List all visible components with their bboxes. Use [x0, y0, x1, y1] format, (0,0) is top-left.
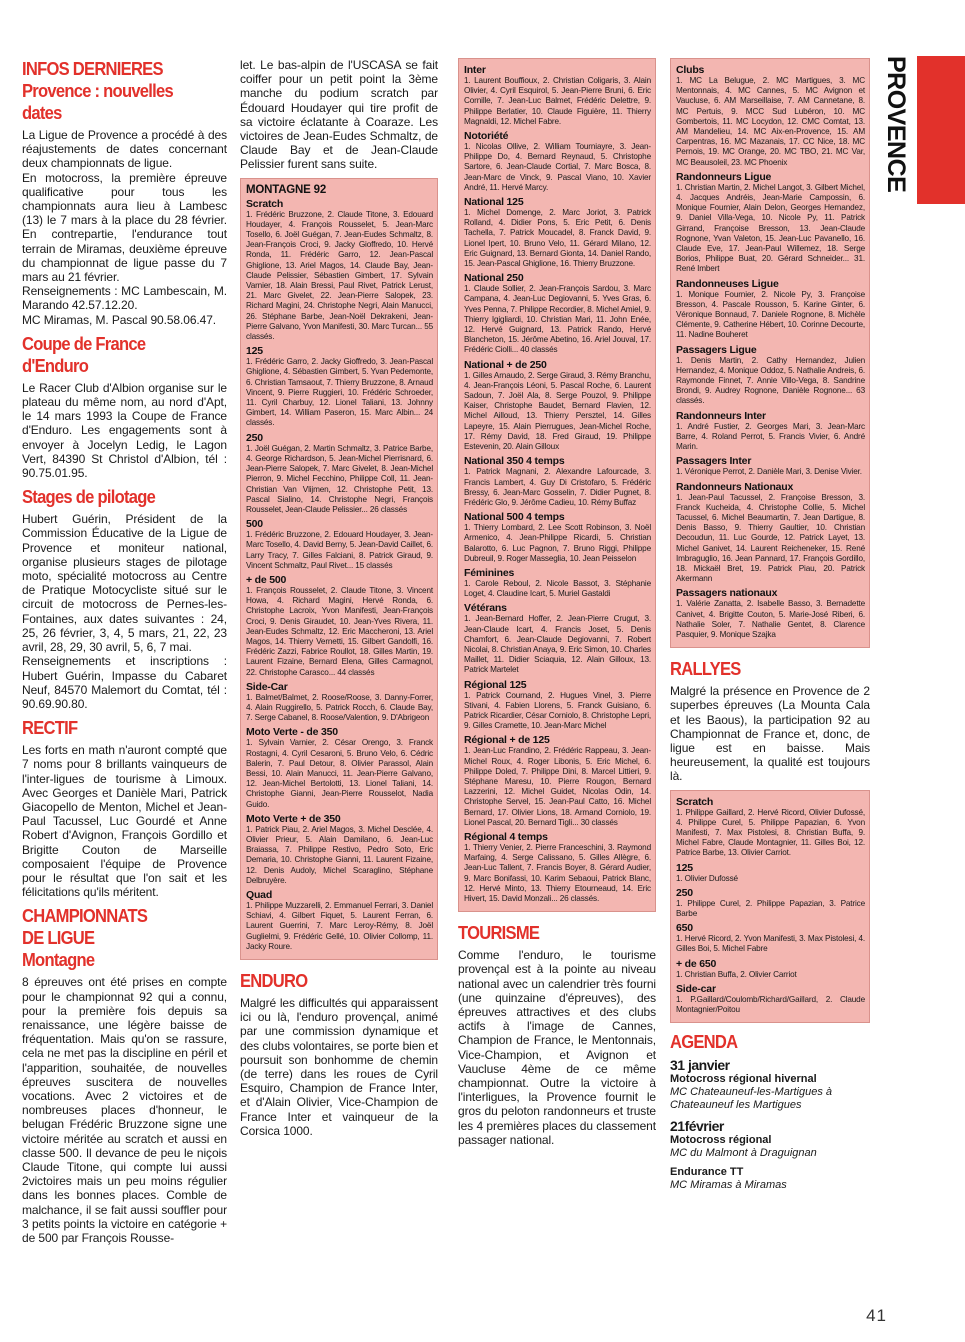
results-section-title: Moto Verte - de 350 [246, 726, 338, 739]
title-line: Stages de pilotage [22, 487, 156, 508]
agenda-place: MC du Malmont à Draguignan [670, 1147, 817, 1160]
results-section-title: National 500 4 temps [464, 511, 565, 524]
stages-body: Hubert Guérin, Président de la Commission Éducative de la Ligue de Provence et moniteur national, organise plusieurs stages de pilotage moto, spécialité motocross au Centre de Pratique Motocycliste situé sur le circuit de motocross de Pernes-les-Fontaines, aux dates suivantes : 24, 25, 26 février, 3, 4, 5 mars, 21, 22, 23 avril, 28, 29, 30 avril, 5, 6, 7 mai. Renseignements et inscriptions : Hubert Guérin, Impasse du Cabaret Neuf, 84570 Malemort du Comtat, tél : 90.69.90.80. [22, 512, 227, 711]
title-line: Coupe de France [22, 333, 146, 354]
results-section-title: Régional 4 temps [464, 830, 548, 843]
title-line: RECTIF [22, 718, 78, 739]
agenda-date: 31 janvier [670, 1057, 730, 1074]
results-section [464, 359, 651, 453]
results-section-title: National + de 250 [464, 358, 547, 371]
infos-body: La Ligue de Provence a procédé à des réajustements de dates concernant deux championnats de ligue. En motocross, la première épreuve qualificative pour tous les championnats aura lieu à Lambesc (13) le 7 mars à la place du 28 février. En contrepartie, l'endurance tout terrain de Miramas, deuxième épreuve du championnat de ligue passe du 7 mars au 21 février. Renseignements : MC Lambescain, M. Marando 42.57.12.20. MC Miramas, M. Pascal 90.58.06.47. [22, 128, 227, 327]
results-section [676, 958, 865, 980]
title-line: INFOS DERNIERES [22, 59, 163, 79]
title-line: CHAMPIONNATS [22, 906, 148, 927]
agenda-date: 21février [670, 1118, 724, 1135]
results-section [464, 272, 651, 355]
results-section-title: Randonneurs Ligue [676, 170, 772, 183]
agenda-item [670, 1118, 870, 1160]
stages-title [22, 486, 211, 508]
results-section-title: + de 650 [676, 957, 717, 970]
agenda-event: Motocross régional [670, 1134, 772, 1147]
results-section [676, 796, 865, 859]
results-section [464, 196, 651, 269]
results-section [676, 171, 865, 275]
results-section [464, 602, 651, 675]
results-section-text: 1. Patrick Piau, 2. Ariel Magos, 3. Michel Desclée, 4. Olivier Prieur, 5. Alain Damilano, 6. Jean-Luc Braiassa, 7. Philippe Restivo, Pedro Soto, Eric Demaria, 10. Christophe Gianni, 11. Laurent Fizaine, 12. Denis Audoly, Michel Scaraglino, Stéphane Delbruyère. [246, 824, 433, 885]
results-section-text: 1. Jean-Luc Frandino, 2. Frédéric Rappeau, 3. Jean-Michel Roux, 4. Roger Libonis, 5. Eric Michel, 6. Philippe Doled, 7. Philippe Dini, 8. Marcel Littieri, 9. Stéphane Maresu, 10. Pierre Rougon, Bernard Lazzerini, 12. Michel Guidet, Nicolas Odin, 14. Christophe Servel, 15. Jean-Paul Catto, 16. Michel Bernard, 17. Olivier Lions, 18. Armand Corniolo, 19. Lionel Pascal, 20. Bernard Tigli... 30 classés [464, 746, 651, 827]
results-section-title: Randonneuses Ligue [676, 277, 779, 290]
title-line: ENDURO [240, 971, 308, 992]
title-line: Montagne [22, 950, 95, 971]
results-section-text: 1. Frédéric Garro, 2. Jacky Gioffredo, 3. Jean-Pascal Ghiglione, 4. Sébastien Gimbert, 5. Yvan Pedemonte, 6. Christian Tamsaout, 7. Thierry Bruzzone, 8. Arnaud Vincent, 9. Pierre Ruggieri, 10. Frédéric Schroeder, 11. Cyril Charbuy, 12. Lionel Taliani, 13. Johnny Gimbert, 14. William Paseron, 15. Marc Albin... 24 classés. [246, 357, 433, 428]
title-line: AGENDA [670, 1032, 738, 1053]
results-section-title: National 125 [464, 196, 524, 209]
results-section [246, 889, 433, 952]
results-section-title: Scratch [246, 197, 284, 210]
results-section [676, 455, 865, 477]
results-section [676, 862, 865, 884]
section-tab [917, 56, 965, 204]
agenda-event: Endurance TT [670, 1166, 744, 1179]
results-section-title: Randonneurs Nationaux [676, 480, 794, 493]
results-section [246, 345, 433, 428]
results-section-text: 1. Christian Buffa, 2. Olivier Carriot [676, 969, 797, 979]
results-section-title: National 350 4 temps [464, 455, 565, 468]
results-section-title: 650 [676, 922, 693, 935]
results-section-title: 500 [246, 518, 263, 531]
title-line: DE LIGUE [22, 928, 95, 949]
title-line: Provence : nouvelles [22, 81, 173, 101]
coupe-body: Le Racer Club d'Albion organise sur le plateau du même nom, au nord d'Apt, le 14 mars 1993 la Coupe de France d'Enduro. Les engagements sont à envoyer à Jocelyn Ledig, le Lagon Vert, 84390 St Christol d'Albion, tél : 90.75.01.95. [22, 380, 227, 481]
results-section-title: Clubs [676, 64, 705, 76]
results-section [676, 983, 865, 1015]
results-section-title: Quad [246, 889, 273, 901]
results-section-text: 1. Balmet/Balmet, 2. Roose/Roose, 3. Danny-Forrer, 4. Alain Ruggirello, 5. Patrick Rocch, 6. Claude Bay, 7. Serge Cabanel, 8. Roose/Valention, 9. D'Abrigeon [246, 692, 433, 723]
rallyes-body: Malgré la présence en Provence de 2 superbes épreuves (La Mounta Cala et les Baous), la participation 92 au Championnat de France et, donc, de ligue est en baisse. Mais heureusement, la qualité est toujours là. [670, 684, 870, 784]
results-section-text: 1. Michel Domenge, 2. Marc Joriot, 3. Patrick Rolland, 4. Didier Pons, 5. Eric Petit, 6. Denis Tachella, 7. Patrick Moucadel, 8. Franck David, 9. Lionel Ipert, 10. Bruno Velo, 11. Gérard Milano, 12. Eric Guignard, 13. Bernard Gionta, 14. Daniel Rando, 15. Jean-Pascal Ghiglione, 16. Thierry Bruzzone. [464, 208, 651, 269]
title-line: TOURISME [458, 923, 540, 944]
column-1 [22, 58, 227, 1245]
championnats-title [22, 905, 211, 971]
column-3 [458, 58, 656, 1147]
results-section-text: 1. Jean-Paul Tacussel, 2. Françoise Bresson, 3. Franck Kucheida, 4. Christophe Collie, 5. Michel Tacussel, 6. Michel Beaumartin, 7. Jean Dartigue, 8. Denis Basso, 9. Thierry Gaultier, 10. Christian Decoudun, 11. Luc Gourde, 12. Patrick Layet, 13. Michel Ganivet, 14. Laurent Reicheneker, 15. René Imbraguglio, 16. Jean Pannard, 17. François Gordillo, 18. Mickaël Bret, 19. Patrick Piau, 20. Patrick Akermann [676, 492, 865, 584]
results-section-title: Régional + de 125 [464, 734, 550, 747]
results-section-title: 250 [676, 886, 693, 899]
results-section-title: Side-car [676, 982, 716, 995]
results-section-text: 1. Patrick Cournand, 2. Hugues Vinel, 3. Pierre Stivani, 4. Fabien Llorens, 5. Franck Guisiano, 6. Patrick Ricardier, César Corniolo, 8. Christophe Lepri, 9. Gilles Cramette, 10. Jean-Marc Michel [464, 690, 651, 731]
results-section [676, 887, 865, 919]
results-section-text: 1. Joël Guégan, 2. Martin Schmaltz, 3. Patrice Barbe, 4. George Richardson, 5. Jean-Michel Pierrisnard, 6. Jean-Pierre Salopek, 7. Marc Givelet, 8. Jean-Michel Pierron, 9. Michel Fecchino, Philippe Coll, 11. Jean-Christian Van Vlijmen, 12. Christophe Petit, 13. Pascal Sialino, 14. Christophe Negri, François Rousselet, Jean-Claude Pelissier... 26 classés [246, 443, 433, 514]
title-line: RALLYES [670, 659, 741, 680]
results-section [464, 511, 651, 564]
results-box-montagne [240, 178, 438, 960]
results-section-text: 1. MC La Belugue, 2. MC Martigues, 3. MC Mentonnais, 4. MC Cannes, 5. MC Avignon et Vaucluse, 6. AM Marseillaise, 7. AM Cannetane, 8. MC Pertuis, 9. MCC Sud Lubéron, 10. MC Gombertois, 11. MC Locydon, 12. CMC Comtat, 13. AM Mandelieu, 14. MC Aix-en-Provence, 15. AM Carpentras, 16. MC Mazanais, 17. CC Nice, 18. MC Pernois, 19. MC Orange, 20. MC TBO, 21. MC Var, MC Beausoleil, 23. MC Phoenix [676, 76, 865, 167]
column-4 [670, 58, 870, 1198]
rectif-body: Les forts en math n'auront compté que 7 noms pour 8 brillants vainqueurs de l'inter-ligues de tourisme à Limoux. Avec Georges et Danièle Mari, Patrick Giacopello de Menton, Michel et Jean-Paul Tacussel, Luc Gourdé et Anne Robert d'Avignon, François Gordillo et Brigitte Couton de Marseille composaient l'équipe de Provence pour le résultat que l'on sait et les félicitations qu'ils méritent. [22, 743, 227, 900]
results-section-text: 1. François Rousselet, 2. Claude Titone, 3. Vincent Howa, 4. Richard Magini, Hervé Ronda, 6. Christophe Lacroix, Yvon Manifesti, Jean-François Croci, 9. Denis Giraudet, 10. Jean-Yves Rivera, 11. Jean-Eudes Schmaltz, 12. Eric Maccheroni, 13. Ariel Magos, 14. Thierry Vernetti, 15. Gilbert Gandolfi, 16. Frédéric Zazzi, Fabrice Roullot, 18. Gilles Martin, 19. Laurent Fizaine, Bernard Elena, Gilles Carmagnol, 22. Christophe Carasco... 44 classés [246, 585, 433, 677]
results-section-text: 1. Hervé Ricord, 2. Yvon Manifesti, 3. Max Pistolesi, 4. Gilles Boi, 5. Michel Fabre [676, 934, 865, 954]
results-section [464, 64, 651, 127]
results-section-title: Passagers nationaux [676, 587, 778, 600]
results-section-title: + de 500 [246, 573, 287, 586]
results-section-title: Régional 125 [464, 678, 527, 691]
results-section-text: 1. Sylvain Varnier, 2. César Orengo, 3. Franck Rostagni, 4. Cyril Cesaroni, 5. Bruno Velo, 6. Cédric Balerin, 7. Paul Detour, 8. Olivier Parassol, Alain Bessi, 10. Alain Manucci, 11. Jean-Pierre Galvano, 12. Jean-Michel Bertolotti, 13. Lionel Taliani, 14. Christophe Gianni, Jean-Pierre Rousselot, Nadia Guido. [246, 738, 433, 809]
results-section-text: 1. Patrick Magnani, 2. Alexandre Lafourcade, 3. Francis Lambert, 4. Guy Di Cristofaro, 5. Frédéric Bressy, 6. Jean-Marc Gosselin, 7. Didier Pugnet, 8. Frédéric Glo, 9. Jérôme Cadieu, 10. Rémy Buffaz [464, 467, 651, 507]
column-2 [240, 58, 438, 1138]
results-section-text: 1. P.Gaillard/Coulomb/Richard/Gaillard, 2. Claude Montagnier/Poitou [676, 994, 865, 1014]
results-section-title: Moto Verte + de 350 [246, 812, 341, 825]
results-section [464, 734, 651, 828]
infos-title [22, 58, 211, 124]
enduro-body: Malgré les difficultés qui apparaissent ici ou là, l'enduro provençal, animé par une commission dynamique et des clubs volontaires, se porte bien et poursuit son bonhomme de chemin (de terre) dans les roues de Cyril Esquiro, Champion de France Inter, et d'Alain Olivier, Vice-Champion de France Inter et vainqueur de la Corsica 1000. [240, 996, 438, 1138]
results-section-text: 1. Thierry Venier, 2. Pierre Franceschini, 3. Raymond Marfaing, 4. Serge Calissano, 5. Gilles Allègre, 6. Jean-Luc Tallent, 7. Francis Boyer, 8. Gérard Audier, 9. Marc Bonifassi, 10. Karim Sebaoui, Patrick Blanc, 12. Hervé Minto, 13. Thierry Etourneaud, 14. Eric Hivert, 15. David Monzali... 26 classés. [464, 842, 651, 903]
results-section-text: 1. Philippe Muzzarelli, 2. Emmanuel Ferrari, 3. Daniel Schiavi, 4. Gilbert Fiquet, 5. Laurent Ferran, 6. Laurent Guerrini, 7. Marc Leroy-Rémy, 8. Joël Guglielmi, 9. Frédéric Gellé, 10. Olivier Collomp, 11. Jacky Roure. [246, 901, 433, 951]
results-section [246, 574, 433, 678]
results-section-title: Vétérans [464, 602, 507, 615]
montagne-intro: let. Le bas-alpin de l'USCASA se fait coiffer pour un petit point la 3ème manche du podium scratch par Édouard Houdayer qui tire profit de sa victoire éclatante à Coaraze. Les victoires de Jean-Eudes Schmaltz, de Claude Bay et de Jean-Claude Pelissier furent sans suite. [240, 58, 438, 172]
results-box-tourisme [670, 58, 870, 648]
results-box-title: MONTAGNE 92 [246, 183, 327, 196]
results-box-enduro [458, 58, 656, 912]
agenda-item [670, 1057, 870, 1112]
results-section [464, 679, 651, 732]
section-tab-label-wrap [880, 56, 920, 204]
results-section-title: National 250 [464, 272, 524, 285]
results-section [676, 344, 865, 407]
title-line: d'Enduro [22, 355, 89, 376]
results-section [676, 278, 865, 341]
results-section [676, 64, 865, 168]
results-section-text: 1. Philippe Gaillard, 2. Hervé Ricord, Olivier Dufossé, 4. Philippe Curel, 5. Philippe Papazian, 6. Yvon Manifesti, 7. Max Pistolesi, 8. Christian Buffa, 9. Michel Fabre, Claude Montagnier, 11. Gilles Boi, 12. Patrice Barbe, 13. Olivier Carriot. [676, 807, 865, 858]
results-section-text: 1. Frédéric Bruzzone, 2. Claude Titone, 3. Edouard Houdayer, 4. François Rousselet, 5. Jean-Marc Tosello, 6. Joël Guégan, 7. Jean-Eudes Schmaltz, 8. Jean-François Croci, 9. Jacky Gioffredo, 10. Hervé Ronda, 11. Frédéric Garro, 12. Jean-Pascal Ghiglione, 13. Ariel Magos, 14. Claude Bay, Jean-Claude Pelissier, Sébastien Gimbert, 17. Sylvain Varnier, 18. Alain Bressi, Paul Rivet, Patrick Lerust, 21. Marc Givelet, 22. Jean-Pierre Salopek, 23. Richard Magini, 24. Christophe Negri, Alain Manucci, 26. Stéphane Barbe, Jean-Noël Dekrakeni, Jean-Pierre Galvano, Yvon Manifesti, 30. Marc Turcan... 55 classés. [246, 209, 433, 342]
results-section-text: 1. Nicolas Ollive, 2. William Tourniayre, 3. Jean-Philippe Do, 4. Bernard Reynaud, 5. Christophe Sartore, 6. Jean-Claude Cortial, 7. Marc Bosca, 8. Jean-Marc de Vinck, 9. Pascal Viano, 10. Xavier André, 11. Hervé Marcy. [464, 142, 651, 192]
results-section [464, 567, 651, 599]
results-section [676, 410, 865, 453]
results-section [246, 198, 433, 343]
championnats-body: 8 épreuves ont été prises en compte pour le championnat 92 qui a connu, pour la première fois depuis sa renaissance, une légère baisse de fréquentation. Mais qu'on se rassure, cela ne met pas la discipline en péril et l'apparition, souhaitée, de nouvelles épreuves suscitera de nouvelles vocations. Avec 2 victoires et de nombreuses places d'honneur, le belugan Frédéric Bruzzone signe une victoire méritée au scratch et aussi en classe 500. Il devance de peu le niçois Claude Titone, qui compte lui aussi 2victoires mais un peu moins régulier dans les bonnes places. Comble de malchance, il se fait aussi souffler pour 3 petits points la victoire en catégorie + de 500 par François Rousse- [22, 975, 227, 1245]
results-section-title: 250 [246, 431, 263, 444]
agenda-list [670, 1057, 870, 1192]
coupe-title [22, 333, 211, 377]
title-line: dates [22, 103, 62, 123]
agenda-event: Motocross régional hivernal [670, 1073, 817, 1086]
results-section [464, 455, 651, 508]
results-section-text: 1. Christian Martin, 2. Michel Langot, 3. Gilbert Michel, 4. Jacques Andréis, Jean-Marie Campossin, 6. Monique Fournier, Alain Delon, Georges Hernandez, 9. Daniel Villa-Vega, 10. Nicole Py, 11. Patrick Girrand, Françoise Bresson, 13. Jean-Claude Rognone, Yvan Valeton, 15. Jean-Luc Pavanello, 16. Claude Eve, 17. Jean-Paul Willemez, 18. Serge Borios, Philippe Buat, 20. Gérard Schneider... 31. René Imbert [676, 182, 865, 274]
results-section-title: Notoriété [464, 130, 509, 143]
results-section-text: 1. Carole Reboul, 2. Nicole Bassot, 3. Stéphanie Loget, 4. Claudine Icart, 5. Muriel Gastaldi [464, 578, 651, 599]
results-section [464, 831, 651, 904]
results-section-text: 1. Philippe Curel, 2. Philippe Papazian, 3. Patrice Barbe [676, 898, 865, 918]
results-section-text: 1. Frédéric Bruzzone, 2. Edouard Houdayer, 3. Jean-Marc Tosello, 4. David Berny, 5. Jean-David Caillet, 6. Larry Tracy, 7. Gilles Falciani, 8. Patrick Giraud, 9. Vincent Schmaltz, Paul Rivet... 15 classés [246, 530, 433, 570]
results-section [246, 681, 433, 724]
agenda-place: MC Chateauneuf-les-Martigues à Chateauneuf les Martigues [670, 1086, 833, 1112]
results-section-text: 1. Thierry Lombard, 2. Lee Scott Robinson, 3. Noël Armenico, 4. Jean-Philippe Ricardi, 5. Christian Balarotto, 6. Luc Pagnon, 7. Bruno Riggi, Philippe Dubreuil, 9. Roger Masseglia, 10. Jean Peisselon [464, 523, 651, 563]
results-box-rallyes [670, 790, 870, 1024]
results-section [246, 432, 433, 515]
results-section [676, 587, 865, 640]
results-section [676, 922, 865, 954]
results-section-title: 125 [676, 861, 693, 874]
section-tab-label: PROVENCE [882, 56, 910, 193]
results-section [246, 518, 433, 571]
tourisme-title [458, 922, 640, 944]
agenda-title [670, 1031, 854, 1053]
results-section-title: Passagers Inter [676, 455, 752, 468]
results-section-text: 1. Olivier Dufossé [676, 873, 738, 883]
results-section-text: 1. Gilles Arnaudo, 2. Serge Giraud, 3. Rémy Branchu, 4. Jean-François Léoni, 5. Pascal Roche, 6. Laurent Sadoun, 7. Joël Ala, 8. Serge Pouzol, 9. Philippe Kaiser, Christophe Baudet, Bernard Flavien, 12. Michel Ailloud, 13. Thierry Persztel, 14. Gilles Lapeyre, 15. Alain Pierrugues, Jean-Michel Roche, 17. Rémy David, 18. Fred Giraud, 19. Philippe Estevenin, 20. Alain Gilloux [464, 370, 651, 452]
results-section-title: Randonneurs Inter [676, 409, 766, 422]
rectif-title [22, 717, 211, 739]
results-section-title: Passagers Ligue [676, 343, 757, 356]
results-section-text: 1. Véronique Perrot, 2. Danièle Mari, 3. Denise Vivier. [676, 467, 862, 477]
tourisme-body: Comme l'enduro, le tourisme provençal est à la pointe au niveau national avec un calendrier très fourni (une quinzaine d'épreuves), des épreuves attractives et des clubs actifs à l'image de Cannes, Champion de France, le Mentonnais, Vice-Champion, et Avignon et Vaucluse 4ème de ce même championnat. Outre la victoire à l'interligues, la Provence fournit le gros du peloton randonneurs et truste les 4 premières places du classement passager national. [458, 948, 656, 1147]
results-section [246, 726, 433, 809]
agenda-item [670, 1166, 870, 1192]
results-section-title: Side-Car [246, 680, 288, 693]
results-section [246, 813, 433, 886]
results-section-title: Scratch [676, 795, 714, 808]
agenda-place: MC Miramas à Miramas [670, 1179, 787, 1192]
rallyes-title [670, 658, 854, 680]
results-section-text: 1. Jean-Bernard Hoffer, 2. Jean-Pierre Crugut, 3. Jean-Claude Icart, 4. Francis Joset, 5. Denis Chamfort, 6. Jean-Claude Degiovanni, 7. Robert Nicolai, 8. Christian Anaya, 9. Eric Simon, 10. Charles Maillet, 11. Didier Sciaquia, 12. Alain Gilloux, 13. Patrick Martelet [464, 614, 651, 675]
results-section-text: 1. Valérie Zanatta, 2. Isabelle Basso, 3. Bernadette Canivet, 4. Brigitte Couton, 5. Marie-José Riberi, 6. Nathalie Soler, 7. Nathalie Gentet, 8. Clarence Pasquier, 9. Monique Szajka [676, 599, 865, 639]
results-section-text: 1. Denis Martin, 2. Cathy Hernandez, Julien Hernandez, 4. Monique Oddoz, 5. Nathalie Andreis, 6. Raymonde Finnet, 7. Annie Villo-Vega, 8. Sandrine Brondi, 9. Audrey Rognone, Danièle Rognone... 63 classés. [676, 355, 865, 406]
enduro-title [240, 970, 422, 992]
page-number: 41 [866, 1306, 887, 1325]
results-section-text: 1. Laurent Bouffioux, 2. Christian Coligaris, 3. Alain Olivier, 4. Cyril Esquirol, 5. Jean-Pierre Bruni, 6. Eric Cornille, 7. Jean-Luc Balmet, Frédéric Delettre, 9. Philippe Berlatier, 10. Claude Figuière, 11. Thierry Magnaldi, 12. Michel Fabre. [464, 76, 651, 126]
results-section-title: Inter [464, 64, 486, 76]
results-section-title: Féminines [464, 566, 515, 579]
results-section-text: 1. Claude Sollier, 2. Jean-François Sardou, 3. Marc Campana, 4. Jean-Luc Degiovanni, 5. Yves Gras, 6. Yves Penna, 7. Philippe Recordier, 8. Michel Amiel, 9. Thierry Igigliardi, 10. Christian Mari, 11. John Enée, 12. Hervé Guignard, 13. Patrick Rando, Hervé Blancheton, 15. Jérôme Abetino, 16. Ariel Jouval, 17. Frédéric Ciolli... 40 classés [464, 284, 651, 355]
results-section [676, 481, 865, 585]
results-section-text: 1. André Fustier, 2. Georges Mari, 3. Jean-Marc Barre, 4. Roland Perrot, 5. Francis Vivier, 6. André Marin. [676, 421, 865, 452]
results-section [464, 130, 651, 193]
results-section-text: 1. Monique Fournier, 2. Nicole Py, 3. Françoise Bresson, 4. Pascale Rousson, 5. Karine Ginter, 6. Véronique Bonnaud, 7. Daniele Rognone, 8. Michèle Clémente, 9. Catherine Hébert, 10. Corinne Decourte, 11. Nadine Bouheret [676, 289, 865, 340]
results-section-title: 125 [246, 345, 263, 358]
